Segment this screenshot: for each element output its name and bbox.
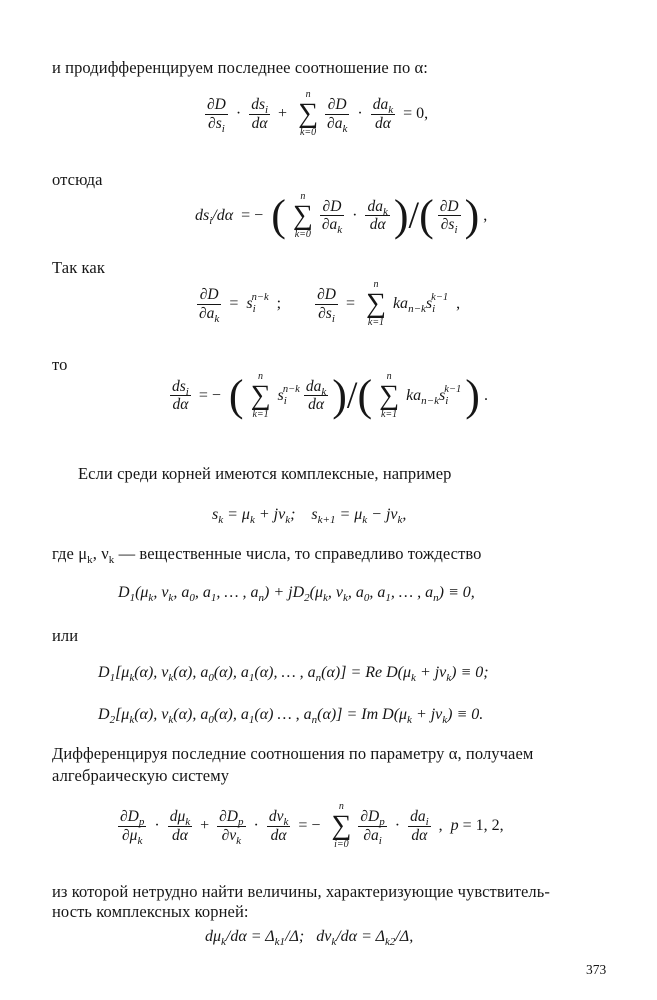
equation-3: $\frac{\partial D}{\partial a_k}$ = $s_i^{n-k}$ ; $\frac{\partial D}{\partial s_i}$ = n ∑ k=1 $ka_{n-k}s_i^{k-1}$ , — [199, 279, 461, 328]
text-gde-end: — вещественные числа, то справедливо тождество — [114, 544, 482, 563]
equation-10: $d\mu_k/d\alpha = \Delta_{k1}/\Delta$; $d\nu_k/d\alpha = \Delta_{k2}/\Delta$, — [205, 928, 414, 948]
text-iz-2: ность комплексных корней: — [52, 902, 249, 921]
equation-6: $D_1(\mu_k$, $\nu_k$, $a_0$, $a_1$, … , $a_n) + jD_2(\mu_k$, $\nu_k$, $a_0$, $a_1$, … , $a_n) \equiv 0$, — [118, 584, 475, 604]
equation-4: $\frac{ds_i}{d\alpha}$ = − ( n ∑ k=1 $s_i^{n-k}$ $\frac{da_k}{d\alpha}$ )/( n ∑ k=1 $ka_{n-k}s_i^{k-1}$ ) . — [172, 370, 488, 420]
text-iz-1: из которой нетрудно найти величины, характеризующие чувствитель- — [52, 882, 550, 901]
equation-1: $\frac{\partial D}{\partial s_i}$ · $\frac{ds_i}{d\alpha}$ + n ∑ k=0 $\frac{\partial D}{\partial a_k}$ · $\frac{da_k}{d\alpha}$ = 0, — [207, 89, 429, 138]
text-ili: или — [52, 626, 79, 645]
text-line-intro: и продифференцируем последнее соотношение по α: — [52, 58, 428, 77]
text-diff-2: алгебраическую систему — [52, 766, 230, 785]
text-otsyuda: отсюда — [52, 170, 103, 189]
text-gde-mid: , ν — [92, 544, 109, 563]
text-diff-1: Дифференцируя последние соотношения по параметру α, получаем — [52, 744, 534, 763]
text-to: то — [52, 355, 68, 374]
equation-8: $D_2[\mu_k(\alpha)$, $\nu_k(\alpha)$, $a_0(\alpha)$, $a_1(\alpha)$ … , $a_n(\alpha)] = Im$ $D(\mu_k + j\nu_k) \equiv 0$. — [98, 706, 484, 726]
text-esli: Если среди корней имеются комплексные, например — [78, 464, 452, 483]
text-gde-start: где μ — [52, 544, 88, 563]
equation-5: $s_k = \mu_k + j\nu_k$; $s_{k+1} = \mu_k - j\nu_k$, — [212, 506, 407, 526]
text-gde: где $\mu_k$, $\nu_k$ — вещественные числа, то справедливо тождество — [52, 544, 482, 566]
equation-2: $ds_i/d\alpha$ = − ( n ∑ k=0 $\frac{\partial D}{\partial a_k}$ · $\frac{da_k}{d\alpha}$ )/( $\frac{\partial D}{\partial s_i}$ ) , — [195, 190, 488, 240]
text-tak-kak: Так как — [52, 258, 105, 277]
page-number: 373 — [586, 962, 607, 977]
equation-7: $D_1[\mu_k(\alpha)$, $\nu_k(\alpha)$, $a_0(\alpha)$, $a_1(\alpha)$, … , $a_n(\alpha)] = Re$ $D(\mu_k + j\nu_k) \equiv 0$; — [98, 664, 489, 684]
equation-9: $\frac{\partial D_p}{\partial\mu_k}$ · $\frac{d\mu_k}{d\alpha}$ + $\frac{\partial D_p}{\partial\nu_k}$ · $\frac{d\nu_k}{d\alpha}$ = − n ∑ i=0 $\frac{\partial D_p}{\partial a_i}$ · $\frac{da_i}{d\alpha}$ , p = 1, 2, — [120, 801, 504, 850]
